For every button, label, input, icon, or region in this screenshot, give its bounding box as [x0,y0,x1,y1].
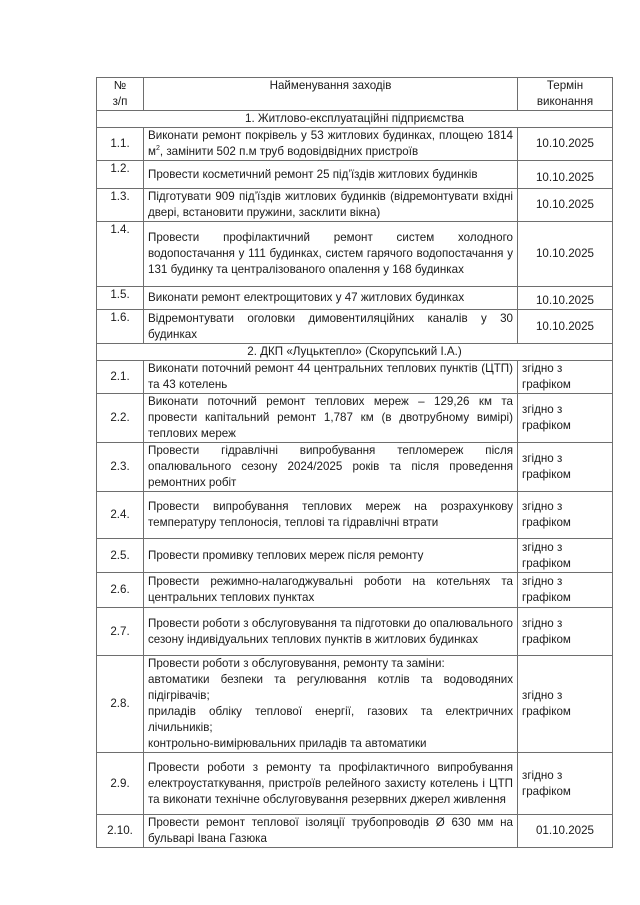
row-measure: Підготувати 909 під’їздів житлових будинків (відремонтувати вхідні двері, встановити пружини, засклити вікна) [144,189,518,222]
row-number: 2.6. [97,573,144,608]
measure-line: автоматики безпеки та регулювання котлів та водоводяних підігрівачів; [148,673,513,702]
table-row [97,222,613,287]
term-line1: згідно з [522,500,563,513]
section-title: 2. ДКП «Луцьктепло» (Скорупський І.А.) [97,344,613,361]
row-measure: Провести режимно-налагоджувальні роботи на котельнях та центральних теплових пунктах [144,573,518,608]
table-row [97,492,613,539]
term-line2: графіком [522,516,571,529]
row-measure: Провести роботи з обслуговування та підготовки до опалювального сезону індивідуальних теплових пунктів в житлових будинках [144,608,518,656]
table-row [97,128,613,161]
header-term [518,78,613,111]
row-term [518,573,613,608]
term-line2: графіком [522,556,571,570]
measure-line: контрольно-вимірювальних приладів та автоматики [148,737,427,750]
term-line1: згідно з [522,768,563,782]
row-measure: Провести промивку теплових мереж після ремонту [144,539,518,573]
measure-line: приладів обліку теплової енергії, газових та електричних лічильників; [148,705,513,734]
row-measure: Провести гідравлічні випробування тепломереж після опалювального сезону 2024/2025 років та після проведення ремонтних робіт [144,443,518,492]
measure-text: Виконати ремонт покрівель у 53 житлових будинках, площею 1814 м [148,129,513,158]
header-name [144,78,518,111]
row-measure: Провести косметичний ремонт 25 під’їздів житлових будинків [144,161,518,189]
row-measure: Виконати поточний ремонт теплових мереж – 129,26 км та провести капітальний ремонт 1,787 км (в двотрубному вимірі) теплових мереж [144,394,518,443]
table-row [97,161,613,189]
row-term [518,492,613,539]
table-row [97,608,613,656]
term-line2: графіком [522,705,571,718]
measure-line: Провести роботи з обслуговування, ремонту та заміни: [148,657,445,670]
table-row [97,394,613,443]
term-line2: графіком [522,591,571,604]
table-row [97,287,613,310]
row-term: 10.10.2025 [518,310,613,344]
term-line1: згідно з [522,575,563,588]
term-line1: згідно з [522,540,563,554]
row-measure [144,128,518,161]
row-measure [144,656,518,753]
row-term [518,443,613,492]
row-number: 2.7. [97,608,144,656]
row-term [518,394,613,443]
superscript: 2 [155,145,160,153]
row-measure: Провести роботи з ремонту та профілактичного випробування електроустаткування, пристроїв релейного захисту котелень і ЦТП та виконати технічне обслуговування резервних джерел живлення [144,753,518,815]
row-number: 1.5. [97,287,144,310]
measure-text-cont: , замінити 502 п.м труб водовідвідних пристроїв [159,145,419,158]
row-number: 2.2. [97,394,144,443]
row-number: 2.8. [97,656,144,753]
table-row [97,656,613,753]
row-measure: Провести ремонт теплової ізоляції трубопроводів Ø 630 мм на бульварі Івана Газюка [144,815,518,848]
row-number: 2.1. [97,361,144,394]
table-row [97,189,613,222]
section-row [97,111,613,128]
term-line2: графіком [522,784,571,798]
header-number-line1: № [113,79,127,92]
table-row [97,361,613,394]
header-name-text: Найменування заходів [269,79,392,92]
row-term: 10.10.2025 [518,161,613,189]
row-number: 1.3. [97,189,144,222]
measures-table [96,77,613,848]
row-number: 1.6. [97,310,144,344]
row-term: 10.10.2025 [518,287,613,310]
header-term-line2: виконання [536,95,594,108]
table-row [97,573,613,608]
term-line1: згідно з [522,689,563,702]
row-number: 2.4. [97,492,144,539]
table-row [97,443,613,492]
row-number: 2.10. [97,815,144,848]
term-line2: графіком [522,419,571,432]
row-term [518,361,613,394]
header-number [97,78,144,111]
row-term [518,656,613,753]
term-line2: графіком [522,378,571,391]
row-number: 2.5. [97,539,144,573]
term-line1: згідно з [522,616,563,630]
row-term [518,753,613,815]
section-title: 1. Житлово-експлуатаційні підприємства [97,111,613,128]
section-row [97,344,613,361]
row-number: 2.3. [97,443,144,492]
row-number: 1.4. [97,222,144,287]
row-measure: Провести профілактичний ремонт систем холодного водопостачання у 111 будинках, систем гарячого водопостачання у 131 будинку та централізованого опалення у 168 будинках [144,222,518,287]
row-term: 10.10.2025 [518,189,613,222]
row-number: 1.1. [97,128,144,161]
row-term: 10.10.2025 [518,128,613,161]
term-line1: згідно з [522,362,563,375]
table-row [97,753,613,815]
row-measure: Відремонтувати оголовки димовентиляційних каналів у 30 будинках [144,310,518,344]
header-number-line2: з/п [112,95,128,108]
table-row [97,539,613,573]
row-measure: Виконати ремонт електрощитових у 47 житлових будинках [144,287,518,310]
term-line2: графіком [522,632,571,646]
row-number: 1.2. [97,161,144,189]
term-line2: графіком [522,468,571,481]
row-term: 10.10.2025 [518,222,613,287]
header-term-line1: Термін [546,79,584,92]
term-line1: згідно з [522,403,563,416]
term-line1: згідно з [522,452,563,465]
table-row [97,815,613,848]
table-header-row [97,78,613,111]
row-term [518,608,613,656]
row-number: 2.9. [97,753,144,815]
table-row [97,310,613,344]
row-measure: Виконати поточний ремонт 44 центральних теплових пунктів (ЦТП) та 43 котелень [144,361,518,394]
row-term: 01.10.2025 [518,815,613,848]
row-measure: Провести випробування теплових мереж на розрахункову температуру теплоносія, теплові та гідравлічні втрати [144,492,518,539]
row-term [518,539,613,573]
